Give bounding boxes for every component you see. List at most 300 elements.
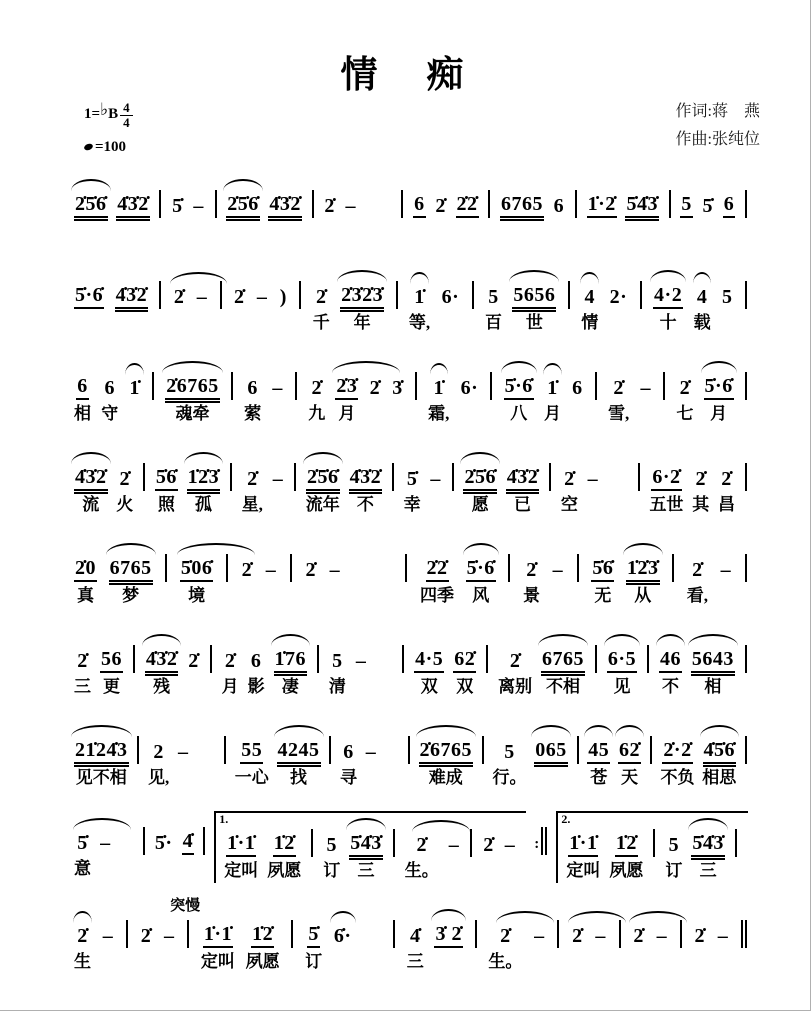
note-group	[74, 188, 108, 244]
note-area	[226, 827, 256, 857]
note-area	[512, 279, 556, 309]
lyric-syllable: 订	[305, 952, 323, 971]
lyric-syllable: 凄	[281, 677, 299, 696]
note-area	[223, 734, 227, 764]
note-group	[504, 370, 534, 426]
note-group	[694, 279, 711, 335]
note-area	[345, 188, 358, 218]
bar-line	[317, 645, 319, 673]
note-text: 4̇3̇2̇	[145, 647, 179, 673]
barline	[132, 643, 136, 699]
note-area	[509, 643, 522, 673]
note-area	[306, 461, 340, 491]
note-area	[548, 461, 552, 491]
music-line	[0, 898, 810, 974]
barline	[219, 279, 223, 335]
note-text: 5̇6̇	[591, 556, 614, 582]
note-text: 5̇·6̇	[504, 374, 534, 400]
note-area	[609, 279, 629, 309]
note-group	[566, 827, 600, 883]
bar-line	[557, 920, 559, 948]
note-text: –	[329, 559, 341, 581]
note-area	[116, 188, 150, 218]
note-text: 2̇	[173, 286, 185, 308]
note-area	[499, 918, 512, 948]
note-text: 6	[413, 192, 426, 218]
bar-line	[393, 829, 395, 857]
composer-credit: 作曲:张纯位	[675, 131, 760, 148]
note-group	[720, 552, 733, 608]
note-group	[552, 552, 565, 608]
note-area	[246, 461, 259, 491]
lyric-syllable: 三	[406, 952, 424, 971]
note-text: –	[587, 468, 599, 490]
bar-line	[393, 920, 395, 948]
bar-line	[291, 920, 293, 948]
note-area	[541, 643, 585, 673]
note-area	[429, 461, 442, 491]
barline	[734, 827, 738, 883]
lyric-syllable: 九	[308, 404, 326, 423]
bar-line	[405, 554, 407, 582]
bar-line	[672, 554, 674, 582]
note-text: 2̇	[369, 377, 381, 399]
note-text: 5̇4̇3̇	[691, 831, 725, 857]
bar-line	[653, 829, 655, 857]
note-group	[581, 279, 598, 335]
lyric-syllable: 百	[485, 313, 503, 332]
barline	[404, 552, 408, 608]
bar-line	[396, 281, 398, 309]
note-group	[246, 918, 280, 974]
note-group	[140, 918, 153, 974]
lyric-syllable: 难成	[428, 768, 463, 787]
note-area	[694, 918, 707, 948]
volta-label: 1.	[219, 812, 229, 826]
barline	[556, 918, 560, 974]
note-text: 1̇	[433, 377, 444, 399]
note-area	[233, 279, 246, 309]
note-area	[202, 825, 206, 855]
note-area	[256, 279, 269, 309]
barline	[744, 461, 748, 517]
bar-line	[482, 736, 484, 764]
note-area	[140, 918, 153, 948]
note-text: –	[265, 559, 277, 581]
note-group	[248, 643, 265, 699]
note-group	[329, 643, 346, 699]
note-group	[571, 370, 584, 426]
note-area	[448, 827, 461, 857]
note-group	[632, 918, 645, 974]
note-area	[316, 643, 320, 673]
note-group	[308, 370, 325, 426]
note-area	[165, 370, 220, 400]
note-group	[192, 188, 205, 244]
note-text: 5̇	[77, 832, 88, 854]
note-text: 4	[584, 286, 595, 308]
note-text: 2̇	[140, 925, 152, 947]
note-text: 2̇6765	[419, 738, 474, 764]
music-line	[0, 536, 810, 608]
note-text: 1̇2̇3̇	[187, 465, 221, 491]
note-group	[279, 279, 288, 335]
bar-line	[490, 372, 492, 400]
note-group	[154, 825, 174, 881]
note-area	[349, 461, 383, 491]
note-group	[355, 643, 368, 699]
barline	[316, 643, 320, 699]
note-text: 5	[721, 286, 733, 308]
repeat-dots: :	[534, 836, 540, 852]
note-area	[342, 734, 355, 764]
bar-line	[290, 554, 292, 582]
lyric-syllable: 星,	[241, 495, 263, 514]
note-area	[451, 461, 455, 491]
note-area	[401, 643, 405, 673]
note-group	[74, 370, 91, 426]
note-area	[294, 370, 298, 400]
note-area	[504, 370, 534, 400]
note-area	[404, 552, 408, 582]
note-text: 2̇	[188, 650, 199, 672]
note-text: 5̇·	[154, 832, 173, 854]
barline	[744, 643, 748, 699]
lyricist-credit: 作词:蒋 燕	[675, 103, 760, 120]
note-group	[626, 552, 660, 608]
note-text: 4̇	[182, 829, 195, 855]
note-area	[219, 279, 223, 309]
note-group	[335, 370, 358, 426]
note-text: 4245	[277, 738, 321, 764]
lyric-syllable: 找	[290, 768, 307, 787]
note-area	[594, 370, 598, 400]
note-group	[488, 918, 522, 974]
music-line	[0, 809, 810, 883]
note-text: 5	[668, 834, 680, 856]
note-text: 4̇	[409, 925, 421, 947]
note-group	[653, 279, 683, 335]
note-text: 3̇	[392, 377, 403, 399]
note-area	[453, 643, 476, 673]
lyric-syllable: 双	[456, 677, 474, 696]
note-area	[469, 827, 473, 857]
lyric-syllable: 三	[357, 861, 375, 880]
note-area	[100, 643, 123, 673]
note-group	[222, 643, 239, 699]
song-title: 情 痴	[340, 55, 470, 96]
note-text: 1̇2̇	[615, 831, 638, 857]
bar-line	[143, 463, 145, 491]
barline	[311, 188, 315, 244]
note-area	[76, 643, 89, 673]
barline	[652, 827, 656, 883]
lyric-syllable: 十	[659, 313, 677, 332]
note-area	[311, 188, 315, 218]
music-line	[0, 718, 810, 790]
barline	[574, 188, 578, 244]
note-text: 2̇	[679, 377, 691, 399]
note-group	[74, 734, 129, 790]
note-text: 5	[488, 286, 499, 308]
volta-label: 2.	[561, 812, 571, 826]
note-group	[115, 279, 149, 335]
note-area	[349, 827, 383, 857]
note-group	[656, 918, 669, 974]
bar-line	[475, 920, 477, 948]
note-area	[506, 461, 540, 491]
note-area	[225, 552, 229, 582]
note-area	[702, 188, 715, 218]
lyric-syllable: 月	[338, 404, 356, 423]
note-area	[646, 643, 650, 673]
note-area	[328, 734, 332, 764]
bar-line	[619, 920, 621, 948]
key-prefix: 1=	[84, 106, 101, 122]
note-area	[434, 188, 447, 218]
note-text: 1̇·1̇	[568, 831, 598, 857]
note-area	[355, 643, 368, 673]
note-group	[100, 643, 123, 699]
note-area	[74, 279, 104, 309]
note-area	[76, 825, 89, 855]
lyric-syllable: 一心	[234, 768, 269, 787]
note-group	[74, 552, 97, 608]
note-area	[99, 825, 112, 855]
note-area	[224, 643, 237, 673]
note-area	[177, 734, 190, 764]
lyric-syllable: 真	[77, 586, 94, 605]
note-area	[391, 370, 404, 400]
note-area	[734, 827, 738, 857]
bar-line	[143, 827, 145, 855]
note-group	[391, 370, 404, 426]
barline	[740, 918, 748, 974]
note-area	[325, 827, 338, 857]
bar-line	[472, 281, 474, 309]
note-group	[692, 461, 709, 517]
note-text: 1̇	[547, 377, 558, 399]
note-area	[74, 552, 97, 582]
music-line	[0, 172, 810, 244]
note-text: 2̇5̇6̇	[306, 465, 340, 491]
note-text: 6	[104, 377, 115, 399]
note-text: 5̇4̇3̇	[625, 192, 659, 218]
lyric-syllable: 天	[621, 768, 638, 787]
lyric-syllable: 残	[153, 677, 171, 696]
note-text: –	[430, 468, 441, 490]
note-group	[277, 734, 321, 790]
note-group	[187, 643, 200, 699]
note-area	[154, 825, 174, 855]
note-text: 2̇	[247, 468, 258, 490]
bar-line	[402, 645, 404, 673]
note-area	[607, 643, 637, 673]
note-area	[618, 918, 622, 948]
note-area	[214, 188, 218, 218]
bar-line	[735, 829, 737, 857]
note-area	[109, 552, 153, 582]
note-area	[482, 827, 495, 857]
lyric-syllable: 定叫	[200, 952, 235, 971]
note-area	[164, 552, 168, 582]
note-area	[553, 188, 566, 218]
note-area	[209, 643, 213, 673]
bar-line	[226, 554, 228, 582]
note-text: 4·2	[653, 283, 683, 309]
lyric-syllable: 生。	[404, 861, 439, 880]
note-text: 5	[680, 192, 693, 218]
note-text: 6	[572, 377, 583, 399]
tempo-value: =100	[95, 139, 127, 156]
note-area	[696, 279, 709, 309]
note-group	[587, 734, 610, 790]
note-group	[173, 279, 186, 335]
note-area	[289, 552, 293, 582]
tempo-annotation: 突慢	[170, 898, 201, 914]
bar-line	[745, 281, 747, 309]
note-area	[546, 370, 559, 400]
note-group	[272, 461, 285, 517]
note-text: 2̇	[500, 925, 511, 947]
note-text: 4	[696, 286, 708, 308]
barline	[744, 552, 748, 608]
note-text: 1̇·1̇	[226, 831, 256, 857]
note-area	[471, 279, 475, 309]
note-area	[229, 461, 233, 491]
note-text: 4̇5̇6̇	[703, 738, 737, 764]
note-text: 4·5	[414, 647, 444, 673]
music-line	[0, 445, 810, 517]
note-area	[571, 918, 584, 948]
note-area	[679, 918, 683, 948]
barline	[662, 370, 666, 426]
key-signature	[84, 100, 133, 156]
note-area	[720, 461, 733, 491]
note-group	[101, 370, 118, 426]
tempo-marking	[84, 139, 133, 156]
note-area	[434, 918, 463, 948]
bar-line	[133, 645, 135, 673]
note-text: 2̇	[316, 286, 327, 308]
note-group	[500, 188, 544, 244]
lyric-syllable: 不	[661, 677, 679, 696]
lyric-syllable: 世	[525, 313, 543, 332]
note-area	[720, 552, 733, 582]
note-text: 2̇	[435, 195, 446, 217]
note-area	[187, 461, 221, 491]
lyric-syllable: 五世	[649, 495, 684, 514]
note-group	[182, 825, 195, 881]
barline	[744, 188, 748, 244]
note-area	[466, 552, 496, 582]
note-text: –	[272, 468, 284, 490]
note-text: 2̇	[324, 195, 335, 217]
note-group	[659, 643, 682, 699]
note-text: –	[102, 925, 114, 947]
note-group	[267, 827, 301, 883]
note-text: –	[163, 925, 175, 947]
note-area	[626, 552, 660, 582]
note-group	[420, 552, 454, 608]
bar-line	[165, 554, 167, 582]
lyric-syllable: 行。	[492, 768, 527, 787]
note-area	[171, 188, 184, 218]
barline	[400, 188, 404, 244]
note-area	[503, 734, 516, 764]
note-text: 2̇	[483, 834, 494, 856]
lyric-syllable: 见	[613, 677, 631, 696]
note-area	[271, 370, 284, 400]
barline	[328, 734, 332, 790]
note-area	[142, 461, 146, 491]
lyric-syllable: 等,	[408, 313, 431, 332]
note-group	[196, 279, 209, 335]
barline	[158, 188, 162, 244]
bar-line	[215, 190, 217, 218]
note-text: –	[656, 925, 668, 947]
note-area	[533, 918, 546, 948]
barline	[534, 825, 548, 881]
bar-line	[294, 463, 296, 491]
note-area	[125, 918, 129, 948]
barline	[471, 279, 475, 335]
lyric-syllable: 已	[514, 495, 531, 514]
note-text: –	[552, 559, 564, 581]
bar-line	[137, 736, 139, 764]
barline	[202, 825, 206, 881]
bar-line	[329, 736, 331, 764]
bar-line	[541, 827, 543, 855]
note-area	[474, 918, 478, 948]
note-area	[567, 279, 571, 309]
note-text: 2̇	[564, 468, 575, 490]
note-area	[413, 279, 426, 309]
barline	[507, 552, 511, 608]
note-text: 6	[723, 192, 736, 218]
lyric-syllable: 流年	[305, 495, 340, 514]
note-area	[395, 279, 399, 309]
barline	[289, 552, 293, 608]
note-area	[612, 370, 625, 400]
note-area	[173, 279, 186, 309]
note-text: 45	[587, 738, 610, 764]
note-text: 6·5	[607, 647, 637, 673]
bar-line	[545, 827, 547, 855]
note-area	[744, 552, 748, 582]
lyric-syllable: 风	[472, 586, 490, 605]
note-group	[466, 552, 496, 608]
note-text: 1̇·1̇	[203, 922, 233, 948]
note-area	[158, 188, 162, 218]
bar-line	[647, 645, 649, 673]
note-area	[392, 918, 396, 948]
note-group	[463, 461, 497, 517]
bar-line	[452, 463, 454, 491]
note-text: 5̇	[172, 195, 183, 217]
note-group	[369, 370, 382, 426]
note-text: –	[534, 925, 545, 947]
note-area	[485, 643, 489, 673]
bar-line	[152, 372, 154, 400]
note-group	[163, 918, 176, 974]
barline	[230, 370, 234, 426]
note-area	[587, 734, 610, 764]
note-area	[158, 279, 162, 309]
note-text: 2̇	[119, 468, 131, 490]
note-area	[407, 734, 411, 764]
note-text: 4̇3̇2̇	[116, 192, 150, 218]
